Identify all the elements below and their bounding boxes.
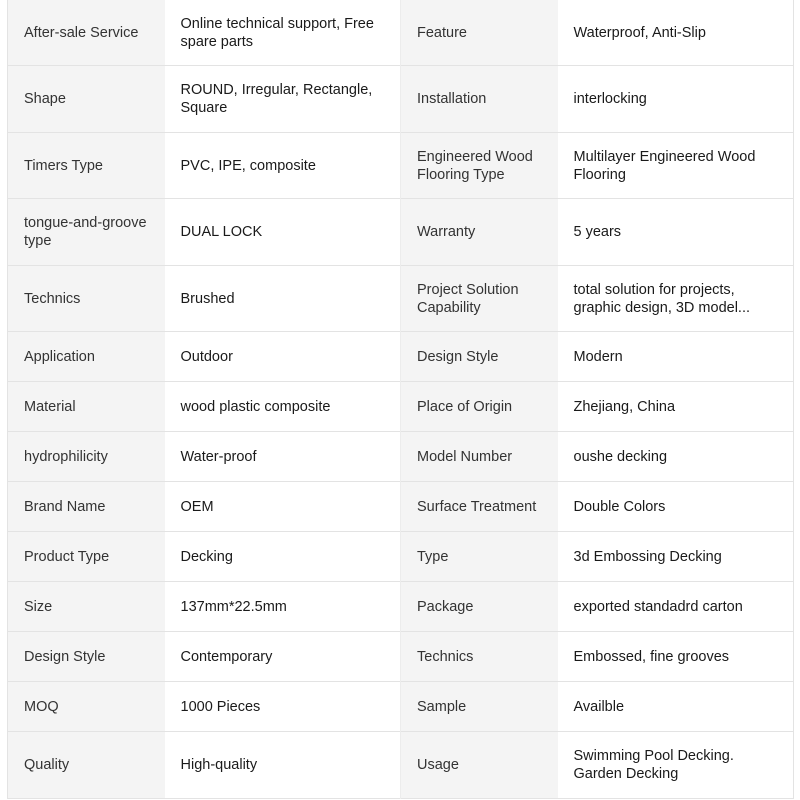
spec-value: Waterproof, Anti-Slip — [558, 0, 794, 66]
table-row — [8, 532, 794, 582]
spec-value: 137mm*22.5mm — [165, 582, 401, 632]
spec-label: Timers Type — [8, 133, 165, 199]
spec-value: Zhejiang, China — [558, 382, 794, 432]
spec-value: Decking — [165, 532, 401, 582]
spec-value: 5 years — [558, 199, 794, 266]
table-row — [8, 199, 794, 266]
spec-value: ROUND, Irregular, Rectangle, Square — [165, 66, 401, 133]
spec-label: Warranty — [401, 199, 558, 266]
spec-value: High-quality — [165, 732, 401, 799]
spec-label: MOQ — [8, 682, 165, 732]
spec-label: Model Number — [401, 432, 558, 482]
spec-value: Embossed, fine grooves — [558, 632, 794, 682]
spec-label: Sample — [401, 682, 558, 732]
table-row — [8, 66, 794, 133]
spec-label: hydrophilicity — [8, 432, 165, 482]
spec-label: Installation — [401, 66, 558, 133]
table-row — [8, 0, 794, 66]
spec-value: OEM — [165, 482, 401, 532]
spec-value: exported standadrd carton — [558, 582, 794, 632]
table-row — [8, 266, 794, 332]
table-row — [8, 732, 794, 799]
spec-value: 3d Embossing Decking — [558, 532, 794, 582]
spec-label: Place of Origin — [401, 382, 558, 432]
table-row — [8, 332, 794, 382]
spec-label: Type — [401, 532, 558, 582]
spec-value: total solution for projects, graphic design, 3D model... — [558, 266, 794, 332]
spec-label: Engineered Wood Flooring Type — [401, 133, 558, 199]
spec-label: Material — [8, 382, 165, 432]
spec-value: Availble — [558, 682, 794, 732]
spec-value: Outdoor — [165, 332, 401, 382]
spec-value: interlocking — [558, 66, 794, 133]
table-row — [8, 632, 794, 682]
spec-label: Project Solution Capability — [401, 266, 558, 332]
spec-value: Contemporary — [165, 632, 401, 682]
product-spec-table — [7, 0, 794, 799]
table-row — [8, 682, 794, 732]
spec-label: Brand Name — [8, 482, 165, 532]
spec-label: After-sale Service — [8, 0, 165, 66]
spec-value: Modern — [558, 332, 794, 382]
table-row — [8, 133, 794, 199]
spec-label: Design Style — [401, 332, 558, 382]
spec-value: DUAL LOCK — [165, 199, 401, 266]
spec-label: Quality — [8, 732, 165, 799]
spec-value: Online technical support, Free spare parts — [165, 0, 401, 66]
table-row — [8, 582, 794, 632]
spec-value: Double Colors — [558, 482, 794, 532]
spec-label: Package — [401, 582, 558, 632]
spec-value: wood plastic composite — [165, 382, 401, 432]
spec-value: oushe decking — [558, 432, 794, 482]
table-row — [8, 382, 794, 432]
spec-value: PVC, IPE, composite — [165, 133, 401, 199]
table-row — [8, 432, 794, 482]
spec-label: Usage — [401, 732, 558, 799]
spec-label: Size — [8, 582, 165, 632]
spec-label: tongue-and-groove type — [8, 199, 165, 266]
spec-value: Brushed — [165, 266, 401, 332]
spec-label: Application — [8, 332, 165, 382]
spec-label: Technics — [401, 632, 558, 682]
spec-label: Technics — [8, 266, 165, 332]
spec-value: Water-proof — [165, 432, 401, 482]
spec-label: Surface Treatment — [401, 482, 558, 532]
spec-label: Design Style — [8, 632, 165, 682]
spec-label: Product Type — [8, 532, 165, 582]
spec-value: Swimming Pool Decking. Garden Decking — [558, 732, 794, 799]
spec-label: Feature — [401, 0, 558, 66]
table-row — [8, 482, 794, 532]
spec-value: Multilayer Engineered Wood Flooring — [558, 133, 794, 199]
spec-label: Shape — [8, 66, 165, 133]
spec-value: 1000 Pieces — [165, 682, 401, 732]
